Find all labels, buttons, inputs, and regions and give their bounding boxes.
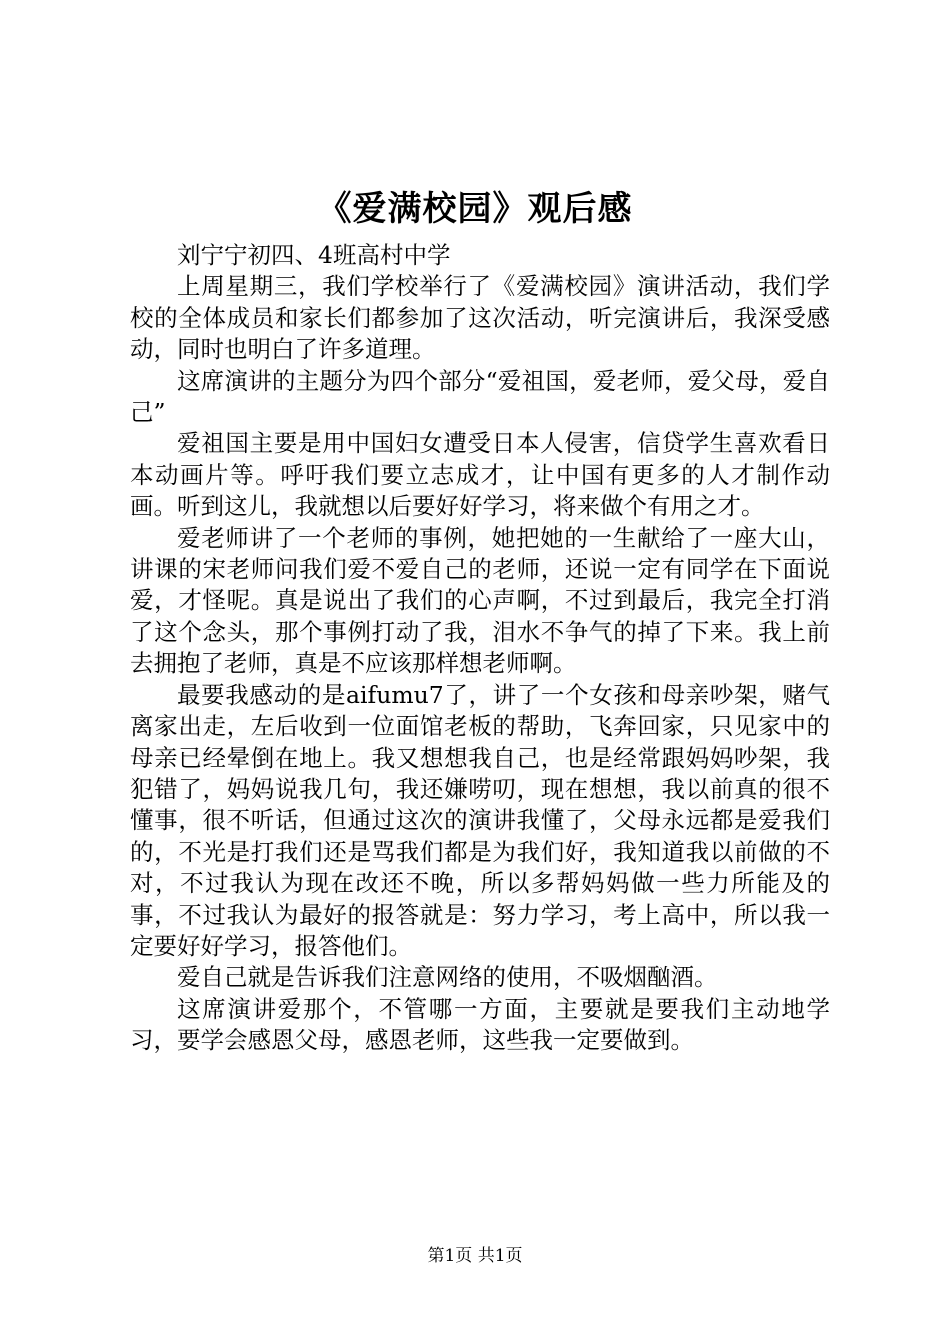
paragraph: 爱自己就是告诉我们注意网络的使用，不吸烟酗酒。 [177, 963, 718, 992]
paragraph: 这席演讲爱那个，不管哪一方面，主要就是要我们主动地学习，要学会感恩父母，感恩老师，这些我一定要做到。 [130, 994, 830, 1055]
document-title: 《爱满校园》观后感 [317, 189, 633, 229]
paragraph: 最要我感动的是aifumu7了，讲了一个女孩和母亲吵架，赌气离家出走，左后收到一位面馆老板的帮助，飞奔回家，只见家中的母亲已经晕倒在地上。我又想想我自己，也是经常跟妈妈吵架，我犯错了，妈妈说我几句，我还嫌唠叨，现在想想，我以前真的很不懂事，很不听话，但通过这次的演讲我懂了，父母永远都是爱我们的，不光是打我们还是骂我们都是为我们好，我知道我以前做的不对，不过我认为现在改还不晚，所以多帮妈妈做一些力所能及的事，不过我认为最好的报答就是：努力学习，考上高中，所以我一定要好好学习，报答他们。 [130, 680, 830, 960]
paragraph: 上周星期三，我们学校举行了《爱满校园》演讲活动，我们学校的全体成员和家长们都参加了这次活动，听完演讲后，我深受感动，同时也明白了许多道理。 [130, 272, 830, 364]
paragraph: 爱老师讲了一个老师的事例，她把她的一生献给了一座大山，讲课的宋老师问我们爱不爱自己的老师，还说一定有同学在下面说爱，才怪呢。真是说出了我们的心声啊，不过到最后，我完全打消了这个念头，那个事例打动了我，泪水不争气的掉了下来。我上前去拥抱了老师，真是不应该那样想老师啊。 [130, 523, 830, 678]
page-footer: 第1页 共1页 [427, 1246, 523, 1266]
document-body [130, 240, 830, 1057]
paragraph: 爱祖国主要是用中国妇女遭受日本人侵害，信贷学生喜欢看日本动画片等。呼吁我们要立志成才，让中国有更多的人才制作动画。听到这儿，我就想以后要好好学习，将来做个有用之才。 [130, 429, 830, 521]
author-line: 刘宁宁初四、4班高村中学 [177, 241, 451, 269]
paragraph: 这席演讲的主题分为四个部分“爱祖国，爱老师，爱父母，爱自己” [130, 366, 830, 427]
